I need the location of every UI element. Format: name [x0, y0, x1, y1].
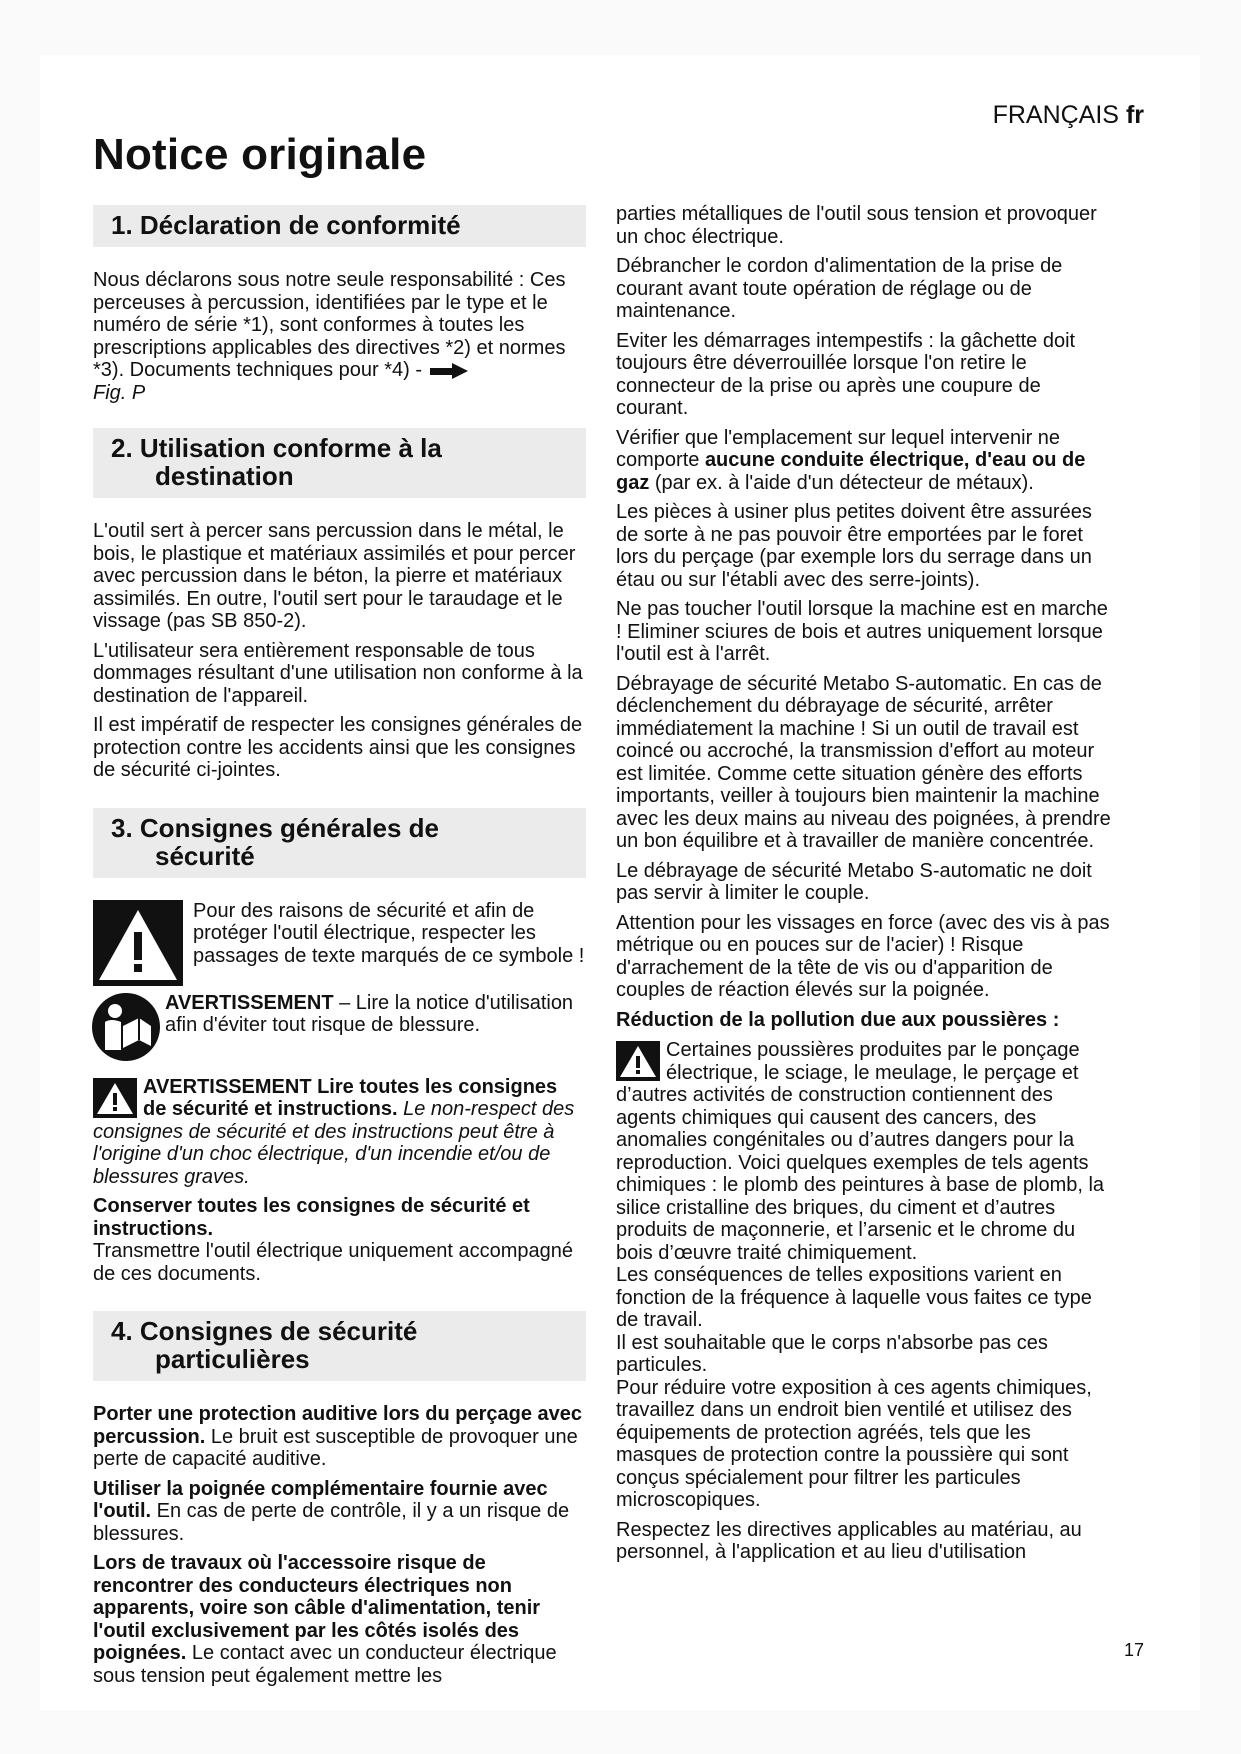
section-2-title: 2. Utilisation conforme à la — [111, 433, 442, 463]
heavy-screwing-paragraph: Attention pour les vissages en force (avec des vis à pas métrique ou en pouces sur de l'acier) ! Risque d'arrachement de la tête de vis ou d'apparition de couples de réaction élevés sur la poignée. — [616, 911, 1110, 1001]
symbol-note — [93, 900, 586, 986]
figure-reference: Fig. P — [93, 381, 146, 404]
keep-instructions-text: Transmettre l'outil électrique uniquement accompagné de ces documents. — [93, 1240, 573, 1285]
section-3-title: 3. Consignes générales de — [111, 812, 440, 843]
dust-paragraph — [616, 1039, 1116, 1264]
language-header — [993, 101, 1144, 130]
auxiliary-handle-bold: Utiliser la poignée complémentaire fournie avec l'outil. — [93, 1477, 548, 1522]
keep-instructions-bold: Conserver toutes les consignes de sécurité et instructions. — [93, 1195, 530, 1240]
language-name: FRANÇAIS — [992, 101, 1119, 129]
dust-title: Réduction de la pollution due aux poussières : — [616, 1008, 1060, 1031]
left-column — [93, 205, 586, 1694]
section-heading-4 — [93, 1311, 586, 1381]
intended-use-paragraph: L'outil sert à percer sans percussion dans le métal, le bois, le plastique et matériaux assimilés et pour percer avec percussion dans le béton, la pierre et matériaux assimilés. En outre, l'outil sert pour le taraudage et le vissage (pas SB 850-2). — [93, 520, 576, 632]
auxiliary-handle-paragraph — [93, 1478, 586, 1546]
insulated-grip-bold: Lors de travaux où l'accessoire risque de rencontrer des conducteurs électriques non apparents, voire son câble d'alimentation, tenir l'outil exclusivement par les côtés isolés des poignées. — [93, 1552, 541, 1664]
hearing-protection-bold: Porter une protection auditive lors du perçage avec percussion. — [93, 1403, 583, 1448]
section-heading-3 — [93, 808, 586, 878]
auxiliary-handle-text: En cas de perte de contrôle, il y a un risque de blessures. — [93, 1500, 570, 1545]
accidental-start-paragraph: Eviter les démarrages intempestifs : la gâchette doit toujours être déverrouillée lorsque l'on retire le connecteur de la prise ou après une coupure de courant. — [616, 329, 1076, 419]
dust-absorb-text: Il est souhaitable que le corps n'absorbe pas ces particules. — [616, 1331, 1048, 1376]
workpiece-paragraph: Les pièces à usiner plus petites doivent être assurées de sorte à ne pas pouvoir être emportées par le foret lors du perçage (par exemple lors du serrage dans un étau ou sur l'établi avec des serre-joints). — [616, 501, 1092, 591]
declaration-paragraph — [93, 269, 586, 404]
liability-paragraph: L'utilisateur sera entièrement responsable de tous dommages résultant d'une utilisation non conforme à la destination de l'appareil. — [93, 639, 583, 707]
read-manual-icon — [91, 992, 161, 1062]
keep-instructions — [93, 1195, 586, 1285]
warning-label: AVERTISSEMENT — [165, 991, 334, 1014]
safety-clutch-paragraph: Débrayage de sécurité Metabo S-automatic. En cas de déclenchement du débrayage de sécurité, arrêter immédiatement la machine ! Si un outil de travail est coincé ou accroché, la transmission d'effort au moteur est limitée. Comme cette situation génère des efforts importants, veiller à toujours bien maintenir la machine avec les deux mains au niveau des poignées, à prendre un bon équilibre et à travailler de manière concentrée. — [616, 672, 1111, 852]
metal-parts-paragraph: parties métalliques de l'outil sous tension et provoquer un choc électrique. — [616, 203, 1097, 248]
warning-triangle-icon — [93, 900, 183, 986]
dust-chemicals-text: Certaines poussières produites par le ponçage électrique, le sciage, le meulage, le perçage et d’autres activités de construction contiennent des agents chimiques qui causent des cancers, des anomalies congénitales ou d’autres dangers pour la reproduction. Voici quelques exemples de tels agents chimiques : le plomb des peintures à base de plomb, la silice cristalline des briques, du ciment et d’autres produits de maçonnerie, et l’arsenic et le chrome du bois d’œuvre traité chimiquement. — [616, 1039, 1105, 1264]
language-code: fr — [1125, 101, 1144, 129]
section-4-title: 4. Consignes de sécurité — [111, 1316, 418, 1346]
page-number: 17 — [1123, 1640, 1144, 1660]
read-instructions-bold: AVERTISSEMENT Lire toutes les consignes de sécurité et instructions. — [143, 1075, 558, 1120]
section-1-title: 1. Déclaration de conformité — [111, 210, 461, 240]
symbol-note-text: Pour des raisons de sécurité et afin de protéger l'outil électrique, respecter les passages de texte marqués de ce symbole ! — [193, 899, 585, 967]
hidden-lines-text-a: Vérifier que l'emplacement sur lequel intervenir ne comporte — [616, 426, 1061, 471]
read-instructions-warning — [93, 1076, 586, 1189]
read-instructions-italic: Le non-respect des consignes de sécurité et des instructions peut être à l'origine d'un choc électrique, d'un incendie et/ou de blessures graves. — [93, 1098, 575, 1188]
directives-paragraph: Respectez les directives applicables au matériau, au personnel, à l'application et au lieu d'utilisation — [616, 1518, 1082, 1563]
do-not-touch-paragraph: Ne pas toucher l'outil lorsque la machine est en marche ! Eliminer sciures de bois et autres uniquement lorsque l'outil est à l'arrêt. — [616, 598, 1108, 665]
unplug-paragraph: Débrancher le cordon d'alimentation de la prise de courant avant toute opération de réglage ou de maintenance. — [616, 255, 1063, 322]
section-heading-2 — [93, 428, 586, 498]
clutch-torque-paragraph: Le débrayage de sécurité Metabo S-automatic ne doit pas servir à limiter le couple. — [616, 859, 1092, 904]
declaration-text: Nous déclarons sous notre seule responsabilité : Ces perceuses à percussion, identifiées par le type et le numéro de série *1), sont conformes à toutes les prescriptions applicables des directives *2) et normes *3). Documents techniques pour *4) - — [93, 269, 566, 381]
hidden-lines-bold: aucune conduite électrique, d'eau ou de gaz — [616, 449, 1086, 494]
insulated-grip-paragraph — [93, 1552, 586, 1687]
warning-triangle-small-icon — [616, 1041, 660, 1081]
hidden-lines-paragraph — [616, 427, 1116, 495]
dust-exposure-text: Pour réduire votre exposition à ces agents chimiques, travaillez dans un endroit bien ventilé et utilisez des équipements de protection agréés, tels que les masques de protection contre la poussière qui sont conçus spécialement pour filtrer les particules microscopiques. — [616, 1376, 1092, 1511]
warning-triangle-small-icon — [93, 1078, 137, 1118]
manual-warning-text: – Lire la notice d'utilisation afin d'éviter tout risque de blessure. — [165, 991, 574, 1036]
section-heading-1 — [93, 205, 586, 247]
section-2-title-cont: destination — [155, 461, 294, 491]
manual-warning — [93, 992, 586, 1062]
dust-heading — [616, 1009, 1116, 1032]
hearing-protection-text: Le bruit est susceptible de provoquer une perte de capacité auditive. — [93, 1425, 578, 1470]
hearing-protection-paragraph — [93, 1403, 586, 1471]
insulated-grip-text: Le contact avec un conducteur électrique sous tension peut également mettre les — [93, 1642, 557, 1687]
arrow-right-icon — [428, 363, 468, 379]
accident-prevention-paragraph: Il est impératif de respecter les consignes générales de protection contre les accidents ainsi que les consignes de sécurité ci-jointes. — [93, 714, 583, 781]
section-3-title-cont: sécurité — [155, 840, 255, 871]
dust-consequences-text: Les conséquences de telles expositions varient en fonction de la fréquence à laquelle vous faites ce type de travail. — [616, 1264, 1092, 1331]
right-column — [616, 203, 1116, 1571]
section-4-title-cont: particulières — [155, 1344, 310, 1374]
page-title: Notice originale — [93, 130, 427, 179]
hidden-lines-text-b: (par ex. à l'aide d'un détecteur de métaux). — [649, 471, 1034, 494]
